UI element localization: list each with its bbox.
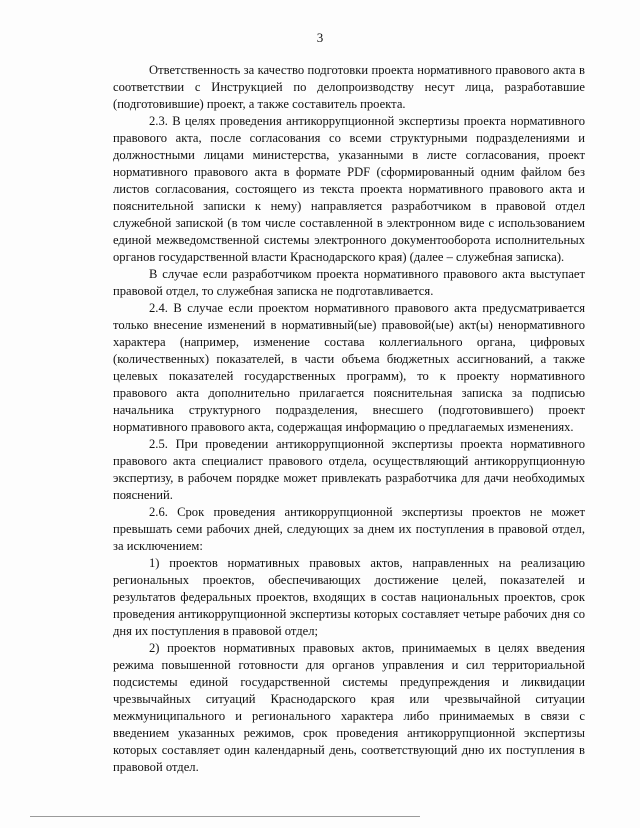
bottom-divider [30, 816, 420, 817]
document-body [113, 62, 585, 776]
page-number: 3 [316, 30, 324, 45]
list-item-1: 1) проектов нормативных правовых актов, направленных на реализацию региональных проектов, обеспечивающих достижение целей, показателей и результатов федеральных проектов, входящих в состав национальных проектов, срок проведения антикоррупционной экспертизы которых составляет четыре рабочих дня со дня их поступления в правовой отдел; [113, 556, 585, 638]
paragraph-2-4: 2.4. В случае если проектом нормативного правового акта предусматривается только внесение изменений в нормативный(ые) правовой(ые) акт(ы) ненормативного характера (например, изменение состава коллегиального органа, цифровых (количественных) показателей, в части объема бюджетных ассигнований, а также целевых показателей государственных программ), то к проекту нормативного правового акта дополнительно прилагается пояснительная записка за подписью начальника структурного подразделения, внесшего (подготовившего) проект нормативного правового акта, содержащая информацию о предлагаемых изменениях. [113, 301, 585, 434]
paragraph-responsibility: Ответственность за качество подготовки проекта нормативного правового акта в соответствии с Инструкцией по делопроизводству несут лица, разработавшие (подготовившие) проект, а также составитель проекта. [113, 63, 585, 111]
paragraph-2-5: 2.5. При проведении антикоррупционной экспертизы проекта нормативного правового акта специалист правового отдела, осуществляющий антикоррупционную экспертизу, в рабочем порядке может привлекать разработчика для дачи необходимых пояснений. [113, 437, 585, 502]
paragraph-legal-department-case: В случае если разработчиком проекта нормативного правового акта выступает правовой отдел, то служебная записка не подготавливается. [113, 267, 585, 298]
paragraph-2-6: 2.6. Срок проведения антикоррупционной экспертизы проектов не может превышать семи рабочих дней, следующих за днем их поступления в правовой отдел, за исключением: [113, 505, 585, 553]
paragraph-2-3: 2.3. В целях проведения антикоррупционной экспертизы проекта нормативного правового акта, после согласования со всеми структурными подразделениями и должностными лицами министерства, указанными в листе согласования, проект нормативного правового акта в формате PDF (сформированный одним файлом без листов согласования, состоящего из текста проекта нормативного правового акта и пояснительной записки к нему) направляется разработчиком в правовой отдел служебной запиской (в том числе составленной в электронном виде с использованием единой межведомственной системы электронного документооборота исполнительных органов государственной власти Краснодарского края) (далее – служебная записка). [113, 114, 585, 264]
list-item-2: 2) проектов нормативных правовых актов, принимаемых в целях введения режима повышенной готовности для органов управления и сил территориальной подсистемы единой государственной системы предупреждения и ликвидации чрезвычайных ситуаций Краснодарского края или чрезвычайной ситуации межмуниципального и регионального характера либо принимаемых в связи с введением указанных режимов, срок проведения антикоррупционной экспертизы которых составляет один календарный день, соответствующий дню их поступления в правовой отдел. [113, 641, 585, 774]
